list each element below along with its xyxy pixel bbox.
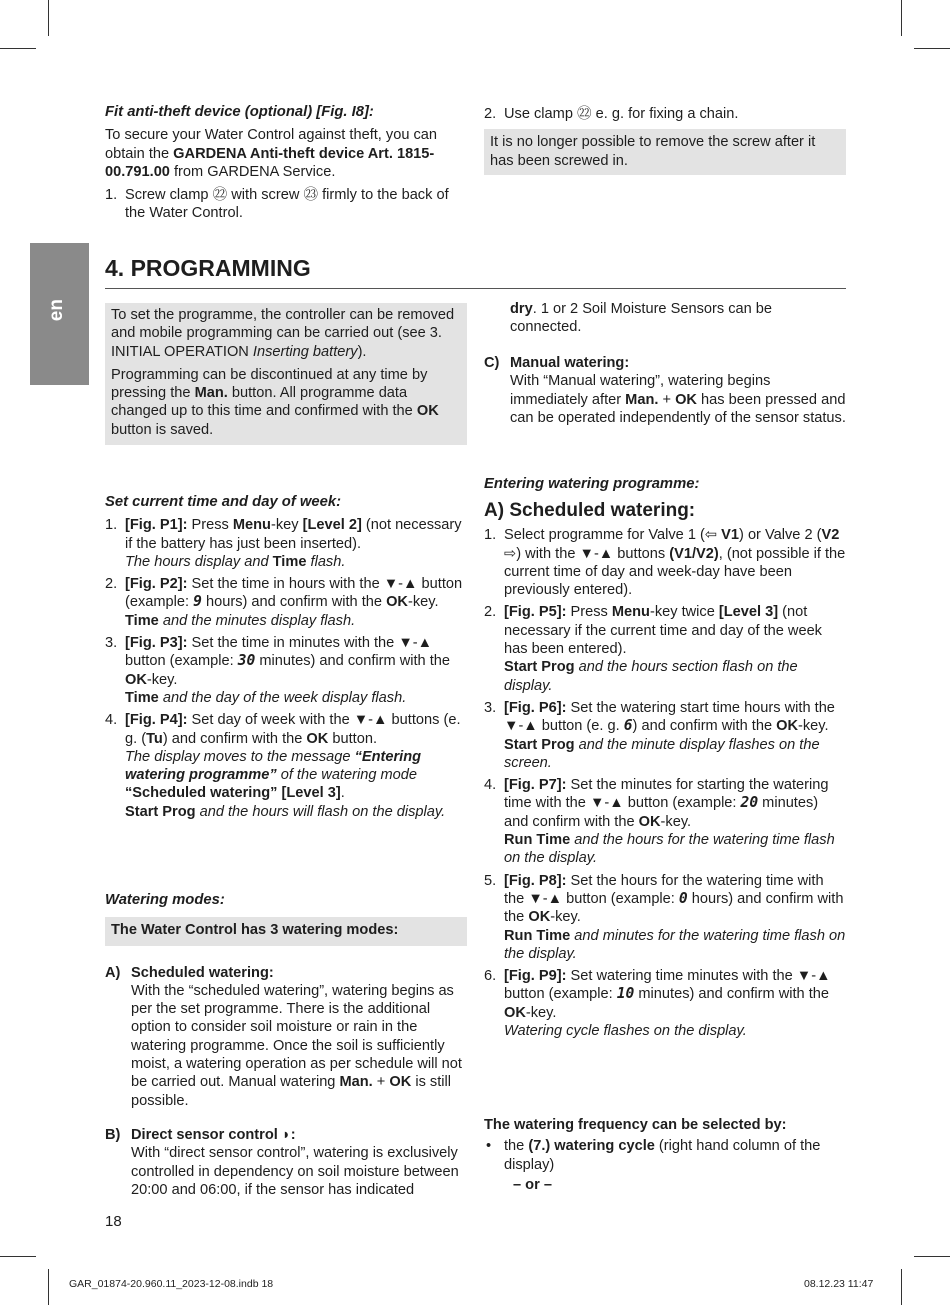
entering-heading: Entering watering programme:: [484, 476, 700, 492]
page-number: 18: [105, 1213, 122, 1230]
section-divider: [105, 288, 846, 289]
set-time-heading: Set current time and day of week:: [105, 494, 341, 510]
crop-mark: [0, 1256, 36, 1257]
sensor-icon: ◗: [281, 1126, 291, 1143]
crop-mark: [914, 1256, 950, 1257]
list-item: 5. [Fig. P8]: Set the hours for the watering time with the ▼-▲ button (example: 0 hours) and confirm with the OK-key. Run Time and minutes for the watering time flash on the display.: [484, 872, 846, 962]
intro-paragraph: To set the programme, the controller can be removed and mobile programming can be carried out (see 3. INITIAL OPERATION Inserting battery).: [111, 307, 455, 360]
mode-a-title: Scheduled watering:: [131, 964, 274, 981]
entering-section: [484, 475, 846, 1044]
watering-modes-heading: Watering modes:: [105, 892, 225, 908]
list-item: 2. Use clamp ㉒ e. g. for fixing a chain.: [484, 106, 739, 122]
mode-a: A) Scheduled watering: With the “scheduled watering”, watering begins as per the set programme. There is the additional option to consider soil moisture or rain in the watering programme. Once the soil is sufficiently moist, a watering operation as per schedule will not be carried out. Manual watering Man. + OK is still possible.: [105, 964, 462, 1109]
screw-ref: ㉓: [303, 187, 319, 204]
antitheft-section: [105, 103, 467, 227]
intro-box: [105, 303, 467, 445]
list-item: 1. Select programme for Valve 1 (⇦ V1) or Valve 2 (V2 ⇨) with the ▼-▲ buttons (V1/V2), (not possible if the current time of day and week-day have been previously entered).: [484, 527, 846, 599]
mode-b-title: Direct sensor control: [131, 1126, 278, 1143]
crop-mark: [48, 0, 49, 36]
set-time-steps: [105, 516, 467, 821]
entering-steps: [484, 526, 846, 1040]
list-item: 4. [Fig. P4]: Set day of week with the ▼-▲ buttons (e. g. (Tu) and confirm with the OK button. The display moves to the message “Entering watering programme” of the watering mode “Scheduled watering” [Level 3]. Start Prog and the hours will flash on the display.: [105, 712, 461, 820]
list-item: 3. [Fig. P6]: Set the watering start time hours with the ▼-▲ button (e. g. 6) and confirm with the OK-key. Start Prog and the minute display flashes on the screen.: [484, 699, 835, 771]
mode-c: C) Manual watering: With “Manual watering”, watering begins immediately after Man. + OK has been pressed and can be operated independently of the sensor status.: [484, 355, 846, 426]
list-item: 1. Screw clamp ㉒ with screw ㉓ firmly to the back of the Water Control.: [105, 187, 449, 222]
list-item: • the (7.) watering cycle (right hand column of the display): [486, 1138, 821, 1173]
list-item: 1. [Fig. P1]: Press Menu-key [Level 2] (not necessary if the battery has just been inserted). The hours display and Time flash.: [105, 517, 462, 570]
watering-modes-box: The Water Control has 3 watering modes:: [105, 917, 467, 945]
mode-b: B) Direct sensor control ◗: With “direct sensor control”, watering is exclusively controlled in dependency on soil moisture between 20:00 and 06:00, if the sensor has indicated: [105, 1126, 459, 1198]
language-tab: [30, 243, 89, 385]
list-item: 3. [Fig. P3]: Set the time in minutes with the ▼-▲ button (example: 30 minutes) and confirm with the OK-key. Time and the day of the week display flash.: [105, 635, 451, 706]
list-item: 2. [Fig. P5]: Press Menu-key twice [Level 3] (not necessary if the current time and day of the week has been entered). Start Prog and the hours section flash on the display.: [484, 604, 822, 694]
section-title: 4. PROGRAMMING: [105, 255, 311, 281]
arrow-right-icon: ⇨: [504, 545, 517, 562]
frequency-heading: The watering frequency can be selected by:: [484, 1117, 787, 1133]
clamp-ref: ㉒: [577, 106, 592, 122]
antitheft-steps: [105, 186, 467, 223]
frequency-section: [484, 1116, 846, 1194]
antitheft-note: It is no longer possible to remove the screw after it has been screwed in.: [484, 129, 846, 175]
crop-mark: [48, 1269, 49, 1305]
mode-c-section: [484, 354, 846, 427]
scheduled-subheading: A) Scheduled watering:: [484, 500, 696, 522]
clamp-ref: ㉒: [212, 187, 228, 204]
antitheft-heading: Fit anti-theft device (optional) [Fig. I8]:: [105, 104, 374, 120]
antitheft-steps-cont: [484, 105, 846, 123]
list-item: 4. [Fig. P7]: Set the minutes for starting the watering time with the ▼-▲ button (example: 20 minutes) and confirm with the OK-key. Run Time and the hours for the watering time flash on the display.: [484, 777, 835, 867]
mode-b-text: With “direct sensor control”, watering is exclusively controlled in dependency on soil moisture between 20:00 and 06:00, if the sensor has indicated: [131, 1145, 459, 1198]
crop-mark: [901, 0, 902, 36]
mode-b-continued: dry. 1 or 2 Soil Moisture Sensors can be connected.: [510, 301, 773, 336]
language-label: en: [45, 299, 67, 322]
arrow-left-icon: ⇦: [704, 527, 718, 544]
antitheft-intro: To secure your Water Control against theft, you can obtain the GARDENA Anti-theft device Art. 1815-00.791.00 from GARDENA Service.: [105, 127, 438, 180]
crop-mark: [901, 1269, 902, 1305]
crop-mark: [0, 48, 36, 49]
mode-c-title: Manual watering:: [510, 355, 630, 371]
list-item: 6. [Fig. P9]: Set watering time minutes with the ▼-▲ button (example: 10 minutes) and confirm with the OK-key. Watering cycle flashes on the display.: [484, 968, 831, 1040]
list-item: 2. [Fig. P2]: Set the time in hours with the ▼-▲ button (example: 9 hours) and confirm with the OK-key. Time and the minutes display flash.: [105, 576, 463, 629]
footer-file: GAR_01874-20.960.11_2023-12-08.indb 18: [69, 1278, 274, 1290]
set-time-section: [105, 493, 467, 825]
antitheft-continued: [484, 105, 846, 175]
crop-mark: [914, 48, 950, 49]
footer-datetime: 08.12.23 11:47: [804, 1278, 874, 1290]
intro-paragraph: Programming can be discontinued at any time by pressing the Man. button. All programme data changed up to this time and confirmed with the OK button is saved.: [111, 366, 439, 438]
or-separator: – or –: [513, 1176, 552, 1193]
watering-modes-section: [105, 891, 467, 1199]
bullet: •: [486, 1138, 492, 1155]
